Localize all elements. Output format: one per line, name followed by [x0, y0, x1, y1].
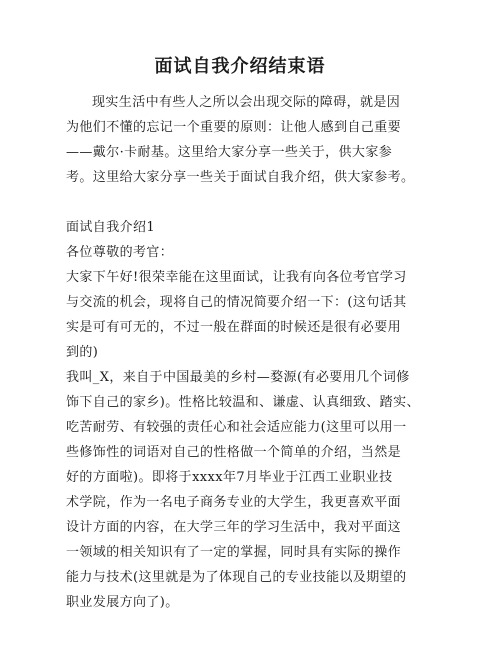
document-title: 面试自我介绍结束语: [154, 56, 326, 77]
paragraph-line: 大家下午好!很荣幸能在这里面试，让我有向各位考官学习: [66, 270, 407, 285]
paragraph-line: 吃苦耐劳、有较强的责任心和社会适应能力(这里可以用一: [66, 420, 407, 435]
paragraph-line: 设计方面的内容，在大学三年的学习生活中，我对平面这: [66, 520, 402, 535]
intro-line: 考。这里给大家分享一些关于面试自我介绍，供大家参考。: [66, 170, 415, 185]
paragraph-line: 术学院，作为一名电子商务专业的大学生，我更喜欢平面: [66, 495, 402, 510]
paragraph-line: 与交流的机会，现将自己的情况简要介绍一下：(这句话其: [66, 295, 407, 310]
paragraph-line: 我叫_X，来自于中国最美的乡村—婺源(有必要用几个词修: [66, 370, 410, 385]
paragraph-line: 饰下自己的家乡)。性格比较温和、谦虚、认真细致、踏实、: [66, 395, 420, 410]
paragraph-line: 到的): [66, 345, 99, 360]
document-body: [66, 90, 426, 615]
greeting: 各位尊敬的考官：: [66, 245, 174, 260]
paragraph-line: 一领域的相关知识有了一定的掌握，同时具有实际的操作: [66, 545, 402, 560]
paragraph-line: 职业发展方向了)。: [66, 595, 179, 610]
section-heading: 面试自我介绍1: [66, 220, 156, 235]
paragraph-line: 能力与技术(这里就是为了体现自己的专业技能以及期望的: [66, 570, 407, 585]
intro-line: 现实生活中有些人之所以会出现交际的障碍，就是因: [92, 95, 401, 110]
paragraph-line: 实是可有可无的，不过一般在群面的时候还是很有必要用: [66, 320, 402, 335]
intro-line: 为他们不懂的忘记一个重要的原则：让他人感到自己重要: [66, 120, 402, 135]
intro-line: ——戴尔·卡耐基。这里给大家分享一些关于，供大家参: [66, 145, 393, 160]
blank-line: [66, 190, 426, 215]
paragraph-line: 些修饰性的词语对自己的性格做一个简单的介绍，当然是: [66, 445, 402, 460]
paragraph-line: 好的方面啦)。即将于xxxx年7月毕业于江西工业职业技: [66, 470, 393, 485]
